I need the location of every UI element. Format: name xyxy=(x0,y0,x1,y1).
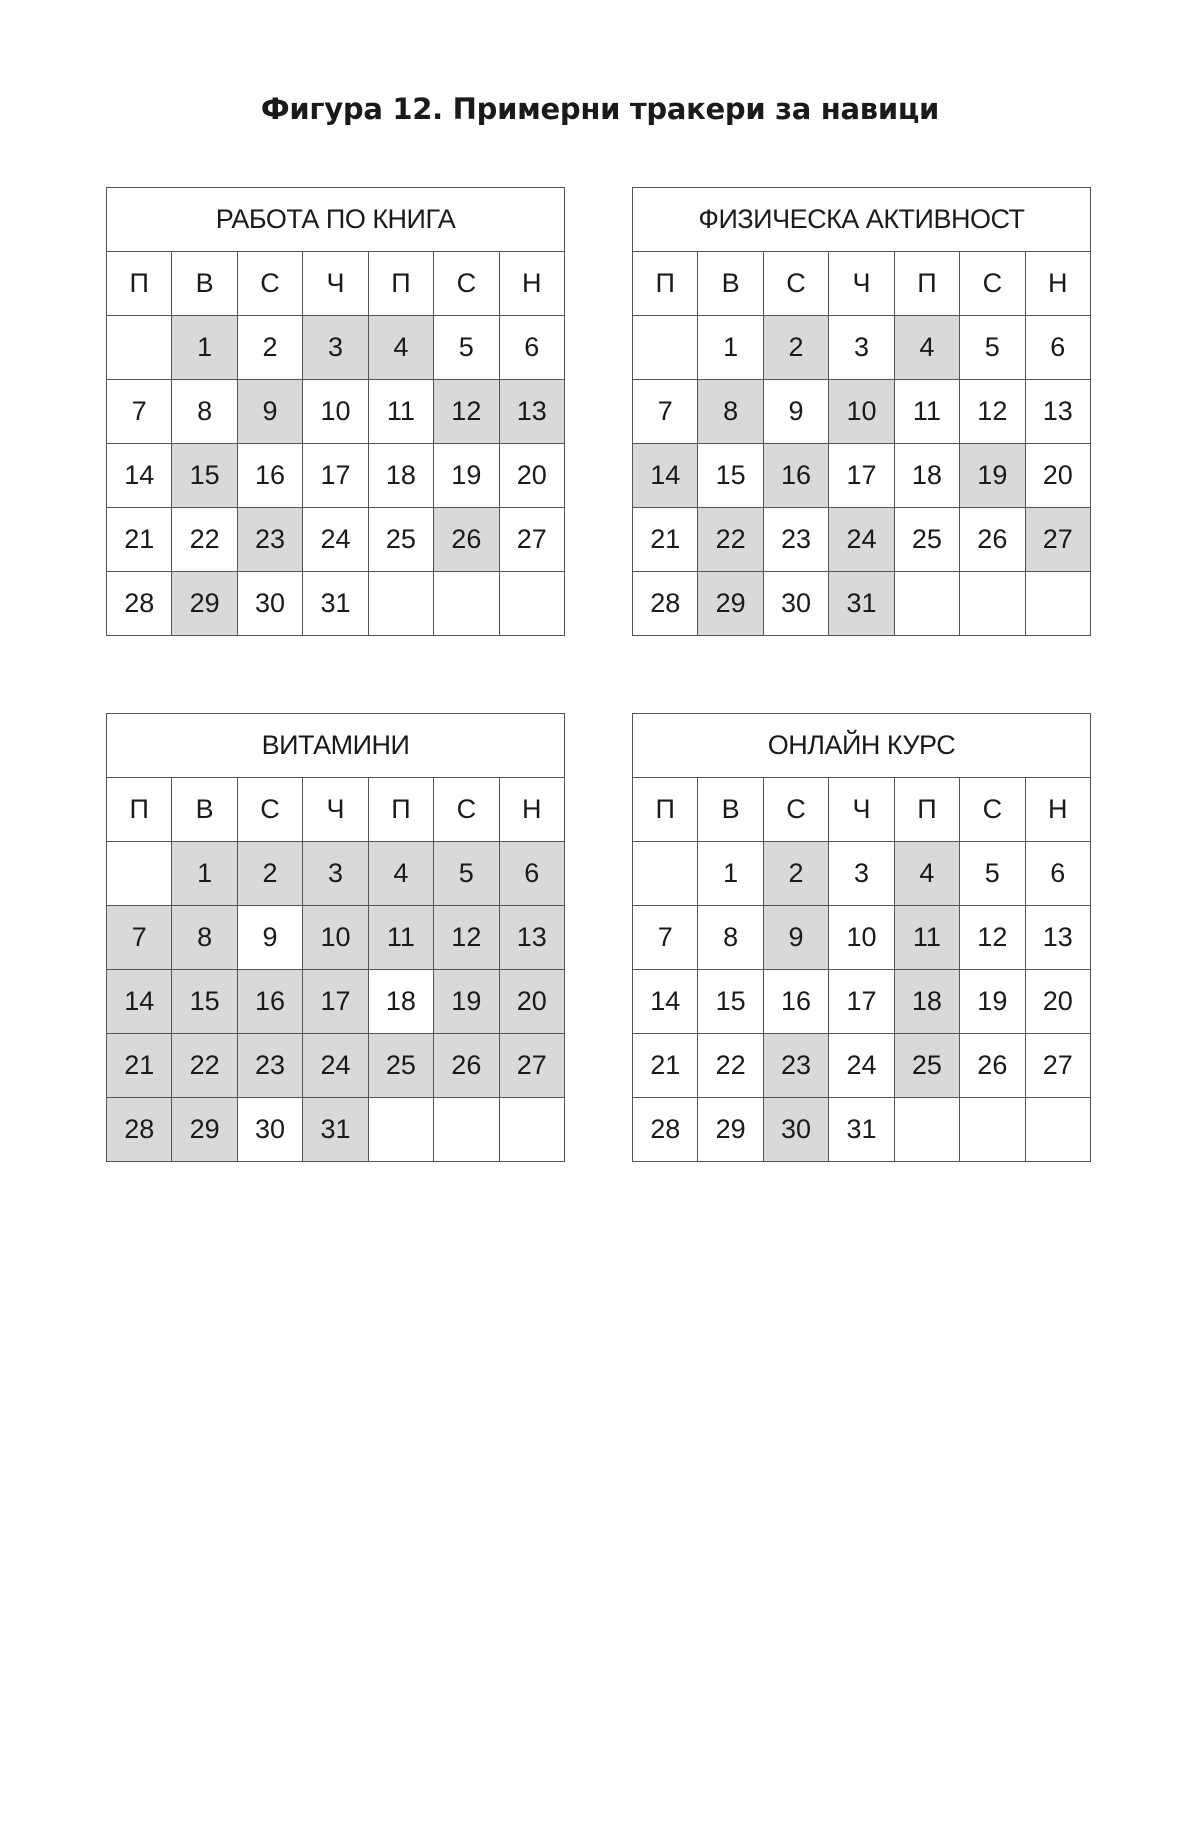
day-cell: 21 xyxy=(107,508,172,572)
day-cell: 9 xyxy=(237,380,302,444)
day-cell: 19 xyxy=(434,444,499,508)
day-cell: 27 xyxy=(1025,508,1090,572)
day-cell: 5 xyxy=(960,842,1025,906)
week-row xyxy=(633,1098,1091,1162)
weekday-header: Ч xyxy=(303,252,368,316)
day-cell: 12 xyxy=(960,906,1025,970)
day-cell: 14 xyxy=(107,444,172,508)
day-cell: 30 xyxy=(237,572,302,636)
figure-title: Фигура 12. Примерни тракери за навици xyxy=(260,92,940,126)
day-cell: 12 xyxy=(434,380,499,444)
day-cell: 20 xyxy=(1025,970,1090,1034)
day-cell: 18 xyxy=(368,970,433,1034)
week-row xyxy=(633,444,1091,508)
day-cell: 17 xyxy=(829,444,894,508)
week-row xyxy=(633,572,1091,636)
day-cell: 2 xyxy=(237,316,302,380)
weekday-header: С xyxy=(960,778,1025,842)
weekday-header: П xyxy=(894,252,959,316)
day-cell: 23 xyxy=(763,1034,828,1098)
day-cell: 16 xyxy=(763,444,828,508)
day-cell: 28 xyxy=(107,572,172,636)
day-cell: 28 xyxy=(633,1098,698,1162)
empty-cell xyxy=(107,842,172,906)
day-cell: 20 xyxy=(499,444,564,508)
day-cell: 12 xyxy=(960,380,1025,444)
weekday-header-row xyxy=(107,778,565,842)
day-cell: 21 xyxy=(633,1034,698,1098)
day-cell: 22 xyxy=(172,1034,237,1098)
day-cell: 26 xyxy=(960,1034,1025,1098)
day-cell: 13 xyxy=(499,380,564,444)
day-cell: 3 xyxy=(303,316,368,380)
day-cell: 29 xyxy=(698,572,763,636)
weekday-header: Н xyxy=(499,252,564,316)
week-row xyxy=(107,508,565,572)
day-cell: 18 xyxy=(894,970,959,1034)
week-row xyxy=(633,970,1091,1034)
day-cell: 26 xyxy=(434,1034,499,1098)
week-row xyxy=(633,906,1091,970)
day-cell: 28 xyxy=(107,1098,172,1162)
day-cell: 5 xyxy=(434,316,499,380)
tracker-book xyxy=(106,187,565,636)
day-cell: 12 xyxy=(434,906,499,970)
day-cell: 10 xyxy=(303,906,368,970)
day-cell: 31 xyxy=(303,1098,368,1162)
empty-cell xyxy=(960,572,1025,636)
day-cell: 19 xyxy=(960,970,1025,1034)
day-cell: 4 xyxy=(368,316,433,380)
weekday-header: С xyxy=(237,252,302,316)
day-cell: 29 xyxy=(172,572,237,636)
day-cell: 3 xyxy=(829,316,894,380)
day-cell: 5 xyxy=(960,316,1025,380)
week-row xyxy=(633,842,1091,906)
day-cell: 6 xyxy=(1025,316,1090,380)
week-row xyxy=(107,380,565,444)
weekday-header: П xyxy=(107,252,172,316)
day-cell: 24 xyxy=(829,1034,894,1098)
weekday-header-row xyxy=(633,778,1091,842)
day-cell: 13 xyxy=(499,906,564,970)
day-cell: 27 xyxy=(1025,1034,1090,1098)
day-cell: 15 xyxy=(172,444,237,508)
day-cell: 31 xyxy=(829,1098,894,1162)
tracker-title-row xyxy=(107,188,565,252)
week-row xyxy=(633,1034,1091,1098)
day-cell: 11 xyxy=(368,906,433,970)
day-cell: 10 xyxy=(303,380,368,444)
weekday-header: П xyxy=(368,778,433,842)
day-cell: 11 xyxy=(368,380,433,444)
day-cell: 7 xyxy=(633,380,698,444)
day-cell: 7 xyxy=(633,906,698,970)
day-cell: 27 xyxy=(499,508,564,572)
day-cell: 9 xyxy=(237,906,302,970)
day-cell: 1 xyxy=(698,842,763,906)
day-cell: 29 xyxy=(172,1098,237,1162)
day-cell: 16 xyxy=(763,970,828,1034)
day-cell: 8 xyxy=(172,906,237,970)
day-cell: 4 xyxy=(368,842,433,906)
empty-cell xyxy=(894,572,959,636)
day-cell: 13 xyxy=(1025,906,1090,970)
day-cell: 21 xyxy=(107,1034,172,1098)
day-cell: 16 xyxy=(237,970,302,1034)
day-cell: 7 xyxy=(107,380,172,444)
weekday-header: Ч xyxy=(829,778,894,842)
weekday-header: Н xyxy=(1025,778,1090,842)
weekday-header: В xyxy=(172,778,237,842)
day-cell: 24 xyxy=(829,508,894,572)
day-cell: 11 xyxy=(894,380,959,444)
tracker-online-course xyxy=(632,713,1091,1162)
tracker-title-row xyxy=(633,714,1091,778)
tracker-title: РАБОТА ПО КНИГА xyxy=(107,188,565,252)
weekday-header: С xyxy=(237,778,302,842)
day-cell: 3 xyxy=(303,842,368,906)
week-row xyxy=(107,316,565,380)
day-cell: 25 xyxy=(368,1034,433,1098)
day-cell: 22 xyxy=(698,508,763,572)
day-cell: 2 xyxy=(763,316,828,380)
tracker-vitamins xyxy=(106,713,565,1162)
weekday-header-row xyxy=(107,252,565,316)
day-cell: 13 xyxy=(1025,380,1090,444)
day-cell: 15 xyxy=(698,970,763,1034)
day-cell: 9 xyxy=(763,906,828,970)
day-cell: 25 xyxy=(368,508,433,572)
day-cell: 5 xyxy=(434,842,499,906)
tracker-title: ОНЛАЙН КУРС xyxy=(633,714,1091,778)
day-cell: 30 xyxy=(763,572,828,636)
week-row xyxy=(107,906,565,970)
week-row xyxy=(107,1034,565,1098)
weekday-header: С xyxy=(763,252,828,316)
day-cell: 18 xyxy=(368,444,433,508)
day-cell: 19 xyxy=(960,444,1025,508)
weekday-header: С xyxy=(434,252,499,316)
day-cell: 20 xyxy=(1025,444,1090,508)
day-cell: 6 xyxy=(499,316,564,380)
empty-cell xyxy=(894,1098,959,1162)
day-cell: 18 xyxy=(894,444,959,508)
day-cell: 23 xyxy=(763,508,828,572)
empty-cell xyxy=(499,1098,564,1162)
day-cell: 31 xyxy=(303,572,368,636)
weekday-header: С xyxy=(960,252,1025,316)
day-cell: 15 xyxy=(698,444,763,508)
week-row xyxy=(107,842,565,906)
day-cell: 4 xyxy=(894,316,959,380)
empty-cell xyxy=(107,316,172,380)
empty-cell xyxy=(1025,572,1090,636)
day-cell: 15 xyxy=(172,970,237,1034)
day-cell: 16 xyxy=(237,444,302,508)
tracker-title-row xyxy=(107,714,565,778)
day-cell: 22 xyxy=(698,1034,763,1098)
day-cell: 4 xyxy=(894,842,959,906)
day-cell: 25 xyxy=(894,1034,959,1098)
weekday-header: Н xyxy=(499,778,564,842)
weekday-header: П xyxy=(894,778,959,842)
day-cell: 26 xyxy=(434,508,499,572)
day-cell: 7 xyxy=(107,906,172,970)
day-cell: 22 xyxy=(172,508,237,572)
tracker-title-row xyxy=(633,188,1091,252)
weekday-header-row xyxy=(633,252,1091,316)
day-cell: 17 xyxy=(303,970,368,1034)
day-cell: 30 xyxy=(237,1098,302,1162)
empty-cell xyxy=(368,572,433,636)
empty-cell xyxy=(633,316,698,380)
empty-cell xyxy=(960,1098,1025,1162)
day-cell: 8 xyxy=(698,380,763,444)
day-cell: 17 xyxy=(303,444,368,508)
day-cell: 11 xyxy=(894,906,959,970)
day-cell: 2 xyxy=(763,842,828,906)
tracker-title: ФИЗИЧЕСКА АКТИВНОСТ xyxy=(633,188,1091,252)
weekday-header: П xyxy=(107,778,172,842)
weekday-header: Ч xyxy=(829,252,894,316)
weekday-header: П xyxy=(368,252,433,316)
day-cell: 9 xyxy=(763,380,828,444)
tracker-physical-activity xyxy=(632,187,1091,636)
day-cell: 10 xyxy=(829,906,894,970)
day-cell: 14 xyxy=(633,970,698,1034)
weekday-header: Н xyxy=(1025,252,1090,316)
week-row xyxy=(107,444,565,508)
week-row xyxy=(633,380,1091,444)
week-row xyxy=(633,508,1091,572)
day-cell: 30 xyxy=(763,1098,828,1162)
day-cell: 23 xyxy=(237,508,302,572)
weekday-header: С xyxy=(763,778,828,842)
day-cell: 6 xyxy=(499,842,564,906)
day-cell: 14 xyxy=(633,444,698,508)
weekday-header: С xyxy=(434,778,499,842)
day-cell: 24 xyxy=(303,508,368,572)
day-cell: 29 xyxy=(698,1098,763,1162)
day-cell: 8 xyxy=(172,380,237,444)
day-cell: 26 xyxy=(960,508,1025,572)
empty-cell xyxy=(499,572,564,636)
tracker-title: ВИТАМИНИ xyxy=(107,714,565,778)
day-cell: 27 xyxy=(499,1034,564,1098)
day-cell: 23 xyxy=(237,1034,302,1098)
empty-cell xyxy=(368,1098,433,1162)
day-cell: 28 xyxy=(633,572,698,636)
empty-cell xyxy=(434,572,499,636)
week-row xyxy=(107,970,565,1034)
day-cell: 19 xyxy=(434,970,499,1034)
weekday-header: П xyxy=(633,778,698,842)
weekday-header: В xyxy=(698,252,763,316)
empty-cell xyxy=(1025,1098,1090,1162)
day-cell: 1 xyxy=(172,316,237,380)
day-cell: 17 xyxy=(829,970,894,1034)
day-cell: 1 xyxy=(698,316,763,380)
day-cell: 10 xyxy=(829,380,894,444)
day-cell: 8 xyxy=(698,906,763,970)
day-cell: 6 xyxy=(1025,842,1090,906)
weekday-header: В xyxy=(698,778,763,842)
empty-cell xyxy=(434,1098,499,1162)
day-cell: 14 xyxy=(107,970,172,1034)
day-cell: 21 xyxy=(633,508,698,572)
day-cell: 24 xyxy=(303,1034,368,1098)
weekday-header: П xyxy=(633,252,698,316)
week-row xyxy=(633,316,1091,380)
weekday-header: Ч xyxy=(303,778,368,842)
day-cell: 1 xyxy=(172,842,237,906)
day-cell: 31 xyxy=(829,572,894,636)
day-cell: 20 xyxy=(499,970,564,1034)
day-cell: 2 xyxy=(237,842,302,906)
empty-cell xyxy=(633,842,698,906)
week-row xyxy=(107,572,565,636)
day-cell: 25 xyxy=(894,508,959,572)
weekday-header: В xyxy=(172,252,237,316)
week-row xyxy=(107,1098,565,1162)
day-cell: 3 xyxy=(829,842,894,906)
